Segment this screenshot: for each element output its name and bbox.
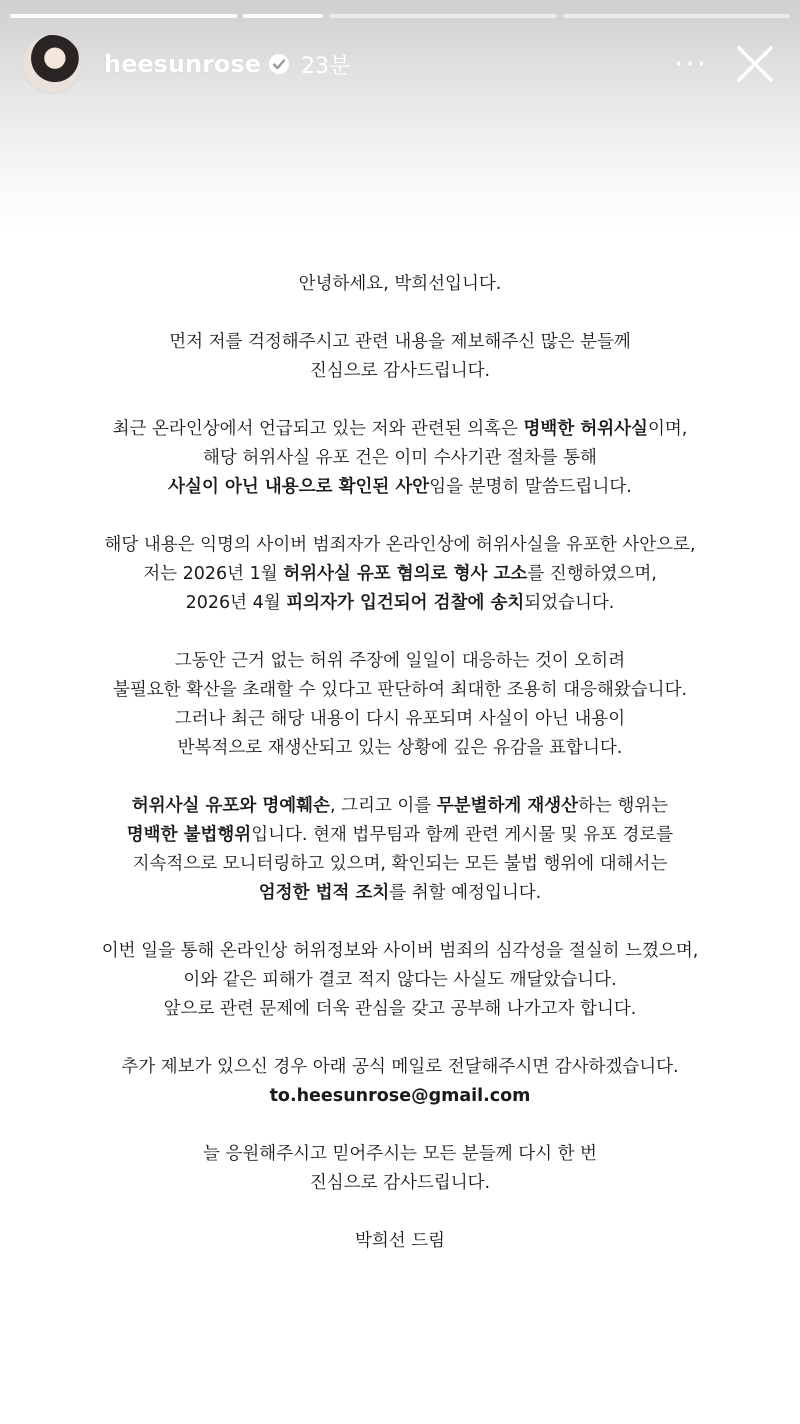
username[interactable]: heesunrose [104,50,261,78]
progress-segment [243,14,323,18]
progress-segment [329,14,556,18]
verified-badge-icon [269,54,289,74]
paragraph-contact: 추가 제보가 있으신 경우 아래 공식 메일로 전달해주시면 감사하겠습니다. to.heesunrose@gmail.com [121,1057,679,1106]
progress-segment [563,14,790,18]
paragraph-thanks: 먼저 저를 걱정해주시고 관련 내용을 제보해주신 많은 분들께 진심으로 감사드립니다. [169,332,631,381]
statement-text [40,270,760,1285]
story-header [22,34,780,94]
paragraph-reflection: 이번 일을 통해 온라인상 허위정보와 사이버 범죄의 심각성을 절실히 느꼈으며, 이와 같은 피해가 결코 적지 않다는 사실도 깨달았습니다. 앞으로 관련 문제에 더욱 관심을 갖고 공부해 나가고자 합니다. [101,941,699,1019]
signature: 박희선 드림 [354,1231,446,1251]
close-button[interactable] [730,39,780,89]
paragraph-closing: 늘 응원해주시고 믿어주시는 모든 분들께 다시 한 번 진심으로 감사드립니다. [203,1144,597,1193]
story-progress-bar [10,14,790,18]
more-dots-icon: ··· [673,46,709,82]
paragraph-legal-action: 해당 내용은 익명의 사이버 범죄자가 온라인상에 허위사실을 유포한 사안으로, 저는 2026년 1월 허위사실 유포 혐의로 형사 고소를 진행하였으며, 2026년 4월 피의자가 입건되어 검찰에 송치되었습니다. [104,535,696,613]
avatar[interactable] [22,34,82,94]
paragraph-allegation: 최근 온라인상에서 언급되고 있는 저와 관련된 의혹은 명백한 허위사실이며, 해당 허위사실 유포 건은 이미 수사기관 절차를 통해 사실이 아닌 내용으로 확인된 사안임을 분명히 말씀드립니다. [112,419,688,497]
more-options-button[interactable] [666,44,716,84]
close-icon [736,45,774,83]
paragraph-warning: 허위사실 유포와 명예훼손, 그리고 이를 무분별하게 재생산하는 행위는 명백한 불법행위입니다. 현재 법무팀과 함께 관련 게시물 및 유포 경로를 지속적으로 모니터링하고 있으며, 확인되는 모든 불법 행위에 대해서는 엄정한 법적 조치를 취할 예정입니다. [126,796,674,903]
greeting: 안녕하세요, 박희선입니다. [298,274,502,294]
post-time: 23분 [300,53,351,79]
paragraph-regret: 그동안 근거 없는 허위 주장에 일일이 대응하는 것이 오히려 불필요한 확산을 초래할 수 있다고 판단하여 최대한 조용히 대응해왔습니다. 그러나 최근 해당 내용이 다시 유포되며 사실이 아닌 내용이 반복적으로 재생산되고 있는 상황에 깊은 유감을 표합니다. [112,651,688,758]
progress-segment [10,14,237,18]
contact-email: to.heesunrose@gmail.com [269,1086,531,1106]
